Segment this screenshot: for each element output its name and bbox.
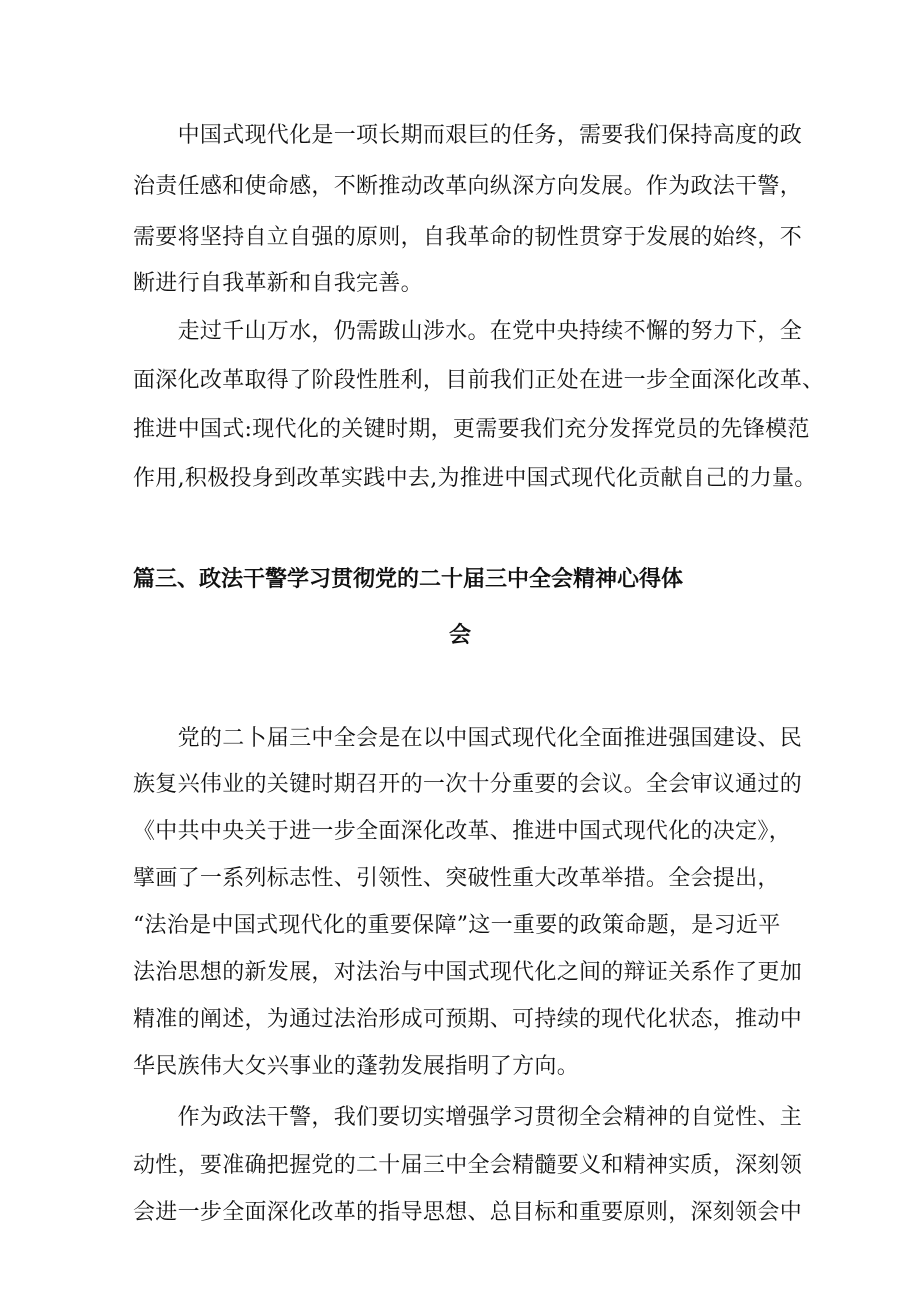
paragraph-2-line-3: 推进中国式:现代化的关键时期，更需要我们充分发挥党员的先锋模范 (133, 417, 810, 442)
paragraph-4-line-2: 动性，要准确把握党的二十届三中全会精髓要义和精神实质，深刻领 (133, 1153, 803, 1178)
section-title: 篇三、政法干警学习贯彻党的二十届三中全会精神心得体 (133, 567, 684, 592)
paragraph-1-line-2: 治责任感和使命感，不断推动改革向纵深方向发展。作为政法干警， (133, 174, 803, 199)
paragraph-3-line-8: 华民族伟大攵兴事业的蓬勃发展指明了方向。 (133, 1054, 580, 1079)
paragraph-1-line-4: 断进行自我革新和自我完善。 (133, 271, 423, 296)
paragraph-4-line-1: 作为政法干警，我们要切实增强学习贯彻全会精神的自觉性、主 (133, 1105, 803, 1130)
section-title-continuation: 会 (448, 623, 471, 648)
paragraph-3-line-3: 《中共中央关于进一步全面深化改革、推进中国式现代化的决定》， (133, 819, 792, 844)
paragraph-3-line-4: 擘画了一系列标志性、引领性、突破性重大改革举措。全会提出， (133, 866, 780, 891)
paragraph-2-line-2: 面深化改革取得了阶段性胜利，目前我们正处在进一步全面深化改革、 (133, 368, 825, 393)
paragraph-3-line-2: 族复兴伟业的关键时期召开的一次十分重要的会议。全会审议通过的 (133, 772, 803, 797)
paragraph-3-line-7: 精准的阐述，为通过法治形成可预期、可持续的现代化状态，推动中 (133, 1007, 803, 1032)
paragraph-4-line-3: 会进一步全面深化改革的指导思想、总目标和重要原则，深刻领会中 (133, 1200, 803, 1225)
paragraph-3-line-5: “法治是中国式现代化的重要保障”这一重要的政策命题，是习近平 (133, 913, 781, 938)
paragraph-1-line-3: 需要将坚持自立自强的原则，自我革命的韧性贯穿于发展的始终，不 (133, 225, 803, 250)
paragraph-2-line-1: 走过千山万水，仍需跋山涉水。在党中央持续不懈的努力下，全 (133, 319, 803, 344)
paragraph-3-line-6: 法治思想的新发展，对法治与中国式现代化之间的辩证关系作了更加 (133, 960, 803, 985)
paragraph-2-line-4: 作用,积极投身到改革实践中去,为推进中国式现代化贡献自己的力量。 (133, 466, 817, 491)
paragraph-1-line-1: 中国式现代化是一项长期而艰巨的任务，需要我们保持高度的政 (133, 123, 803, 148)
paragraph-3-line-1: 党的二卜届三中全会是在以中国式现代化全面推进强国建设、民 (133, 726, 803, 751)
